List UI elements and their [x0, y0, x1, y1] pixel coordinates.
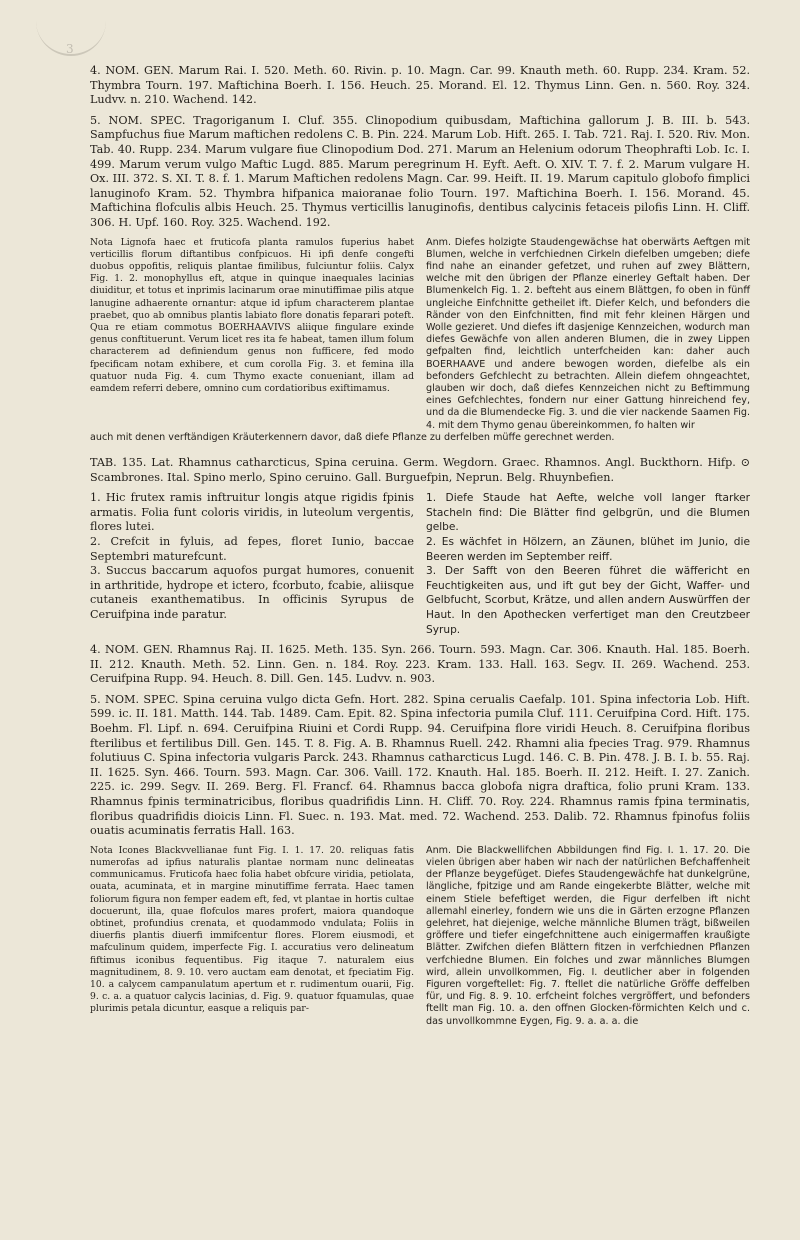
latin-point-3: 3. Succus baccarum aquofos purgat humores, conuenit in arthritide, hydrope et ictero, fcorbuto, fcabie, aliisque cutaneis exanthematibus. In officinis Syrupus de Ceruifpina inde paratur.	[90, 564, 414, 621]
latin-point-1: 1. Hic frutex ramis inftruitur longis atque rigidis fpinis armatis. Folia funt coloris viridis, in luteolum vergentis, flores lutei.	[90, 491, 414, 534]
notes-columns-1	[90, 237, 750, 432]
german-point-2: 2. Es wächfet in Hölzern, an Zäunen, blühet im Junio, die Beeren werden im September reiff.	[426, 535, 750, 563]
tab-135-heading: TAB. 135. Lat. Rhamnus catharcticus, Spina ceruina. Germ. Wegdorn. Graec. Rhamnos. Angl. Buckthorn. Hifp. ⊙ Scambrones. Ital. Spino merlo, Spino ceruino. Gall. Burguefpin, Neprun. Belg. Rhuynbefien.	[90, 455, 750, 484]
entry-5-nom-spec-marum: 5. NOM. SPEC. Tragoriganum I. Cluf. 355. Clinopodium quibusdam, Maftichina gallorum J. B. III. b. 543. Sampfuchus fiue Marum maftichen redolens C. B. Pin. 224. Marum Lob. Hift. 265. I. Tab. 721. Raj. I. 520. Riv. Mon. Tab. 40. Rupp. 234. Marum vulgare fiue Clinopodium Dod. 271. Marum an Helenium odorum Theophrafti Lob. Ic. I. 499. Marum verum vulgo Maftic Lugd. 885. Marum peregrinum H. Eyft. Aeft. O. XIV. T. 7. f. 2. Marum vulgare H. Ox. III. 372. S. XI. T. 8. f. 1. Marum Maftichen redolens Magn. Car. 99. Heift. II. 19. Marum capitulo globofo fimplici lanuginofo Kram. 52. Thymbra hifpanica maioranae folio Tourn. 197. Maftichina Boerh. I. 156. Morand. 45. Maftichina flofculis albis Heuch. 25. Thymus verticillis lanuginofis, dentibus calycinis fetaceis pilofis Linn. H. Cliff. 306. H. Upf. 160. Roy. 325. Wachend. 192.	[90, 113, 750, 229]
nota-latin-2: Nota Icones Blackvvellianae funt Fig. I. 1. 17. 20. reliquas fatis numerofas ad ipfius naturalis plantae normam nunc delineatas communicamus. Fruticofa haec folia habet obfcure viridia, petiolata, ouata, acuminata, et in margine minutiffime ferrata. Haec tamen foliorum figura non femper eadem eft, fed, vt plantae in hortis cultae docuerunt, illa, quae flofculos mares profert, maiora quandoque obtinet, profundius crenata, et quodammodo vndulata; Foliis in diuerfis plantis diuerfi immifcentur flores. Florem eiusmodi, et mafculinum quidem, imperfecte Fig. I. accuratius vero delineatum fiftimus iconibus fequentibus. Fig itaque 7. naturalem eius magnitudinem, 8. 9. 10. vero auctam eam denotat, et fpeciatim Fig. 10. a calycem campanulatum apertum et r. rudimentum ouarii, Fig. 9. c. a. a quatuor calycis lacinias, d. Fig. 9. quatuor fquamulas, quae plurimis petala dicuntur, easque a reliquis par-	[90, 844, 414, 1015]
german-point-1: 1. Diefe Staude hat Aefte, welche voll langer ftarker Stacheln find: Die Blätter find gelbgrün, und die Blumen gelbe.	[426, 492, 750, 534]
anmerkung-german-1-continued: auch mit denen verftändigen Kräuterkennern davor, daß diefe Pflanze zu derfelben müffe gerechnet werden.	[90, 431, 615, 443]
nota-latin-1: Nota Lignofa haec et fruticofa planta ramulos fuperius habet verticillis florum diftantibus confpicuos. Hi ipfi denfe congefti duobus oppofitis, reliquis plantae fimilibus, fulciuntur foliis. Calyx Fig. 1. 2. monophyllus eft, atque in quinque inaequales lacinias diuiditur, et totus et inprimis lacinarum orae minutiffimae pilis atque lanugine adhaerente ornantur: atque id ipfum characterem plantae praebet, quo ab omnibus plantis labiato flore donatis feparari poteft. Qua re etiam commotus BOERHAAVIVS aliique fingulare exinde genus conftituerunt. Verum licet res ita fe habeat, tamen illum folum characterem ad definiendum genus non fufficere, fed modo fpecificam notam exhibere, et cum corolla Fig. 3. et femina illa quatuor nuda Fig. 4. cum Thymo exacte conueniant, illam ad eamdem referri debere, omnino cum cordatioribus exiftimamus.	[90, 236, 414, 394]
latin-point-2: 2. Crefcit in fyluis, ad fepes, floret Iunio, baccae Septembri maturefcunt.	[90, 534, 414, 563]
notes-columns-2	[90, 845, 750, 1028]
german-point-3: 3. Der Safft von den Beeren führet die wäffericht en Feuchtigkeiten aus, und ift gut bey der Gicht, Waffer- und Gelbfucht, Scorbut, Krätze, und allen andern Auswürffen der Haut. In den Apothecken verfertiget man den Creutzbeer Syrup.	[426, 565, 750, 636]
anmerkung-german-2: Anm. Die Blackwellifchen Abbildungen find Fig. I. 1. 17. 20. Die vielen übrigen aber haben wir nach der natürlichen Befchaffenheit der Pflanze beygefüget. Diefes Staudengewächfe hat dunkelgrüne, längliche, fpitzige und am Rande eingekerbte Blätter, welche mit einem Stiele befeftiget werden, die Figur derfelben ift nicht allemahl einerley, fondern wie uns die in Gärten erzogne Pflanzen gelehret, hat diejenige, welche männliche Blumen trägt, bißweilen gröffere und tiefer eingefchnittene auch einigermaffen kraußigte Blätter. Zwifchen diefen Blättern fitzen in verfchiednen Pflanzen verfchiedne Blumen. Ein folches und zwar männliches Blumgen wird, allein unvollkommen, Fig. I. deutlicher aber in folgenden Figuren vorgeftellet: Fig. 7. ftellet die natürliche Gröffe deffelben für, und Fig. 8. 9. 10. erfcheint folches vergröffert, und befonders ftellt man Fig. 10. a. den offnen Glocken-förmichten Kelch und c. das unvollkommne Eygen, Fig. 9. a. a. a. die	[426, 844, 750, 1027]
entry-4-nom-gen-rhamnus: 4. NOM. GEN. Rhamnus Raj. II. 1625. Meth. 135. Syn. 266. Tourn. 593. Magn. Car. 306. Knauth. Hal. 185. Boerh. II. 212. Knauth. Meth. 52. Linn. Gen. n. 184. Roy. 223. Kram. 133. Hall. 163. Segv. II. 269. Wachend. 253. Ceruifpina Rupp. 94. Heuch. 8. Dill. Gen. 145. Ludvv. n. 903.	[90, 643, 750, 686]
entry-4-nom-gen-marum: 4. NOM. GEN. Marum Rai. I. 520. Meth. 60. Rivin. p. 10. Magn. Car. 99. Knauth meth. 60. Rupp. 234. Kram. 52. Thymbra Tourn. 197. Maftichina Boerh. I. 156. Heuch. 25. Morand. El. 12. Thymus Linn. Gen. n. 560. Roy. 324. Ludvv. n. 210. Wachend. 142.	[90, 64, 750, 107]
library-stamp: 3	[36, 8, 106, 56]
description-columns	[90, 491, 750, 637]
anmerkung-german-1: Anm. Diefes holzigte Staudengewächse hat oberwärts Aeftgen mit Blumen, welche in verfchiednen Cirkeln diefelben umgeben; diefe find nahe an einander gefetzet, und ruhen auf zwey Blättern, welche mit den übrigen der Pflanze einerley Geftalt haben. Der Blumenkelch Fig. 1. 2. befteht aus einem Blättgen, fo oben in fünff ungleiche Einfchnitte getheilet ift. Diefer Kelch, und befonders die Ränder von den Einfchnitten, find mit fehr kleinen Härgen und Wolle gezieret. Und diefes ift dasjenige Kennzeichen, wodurch man diefes Gewächfe von allen anderen Blumen, die in zwey Lippen gefpalten find, leichtlich unterfcheiden kan: daher auch BOERHAAVE und andere bewogen worden, diefelbe als ein befonders Gefchlecht zu betrachten. Allein diefem ohngeachtet, glauben wir doch, daß diefes Kennzeichen nicht zu Beftimmung eines Gefchlechtes, fondern nur einer Gattung hinreichend fey, und da die Blumendecke Fig. 3. und die vier nackende Saamen Fig. 4. mit dem Thymo genau übereinkommen, fo halten wir	[426, 236, 750, 431]
entry-5-nom-spec-rhamnus: 5. NOM. SPEC. Spina ceruina vulgo dicta Gefn. Hort. 282. Spina cerualis Caefalp. 101. Spina infectoria Lob. Hift. 599. ic. II. 181. Matth. 144. Tab. 1489. Cam. Epit. 82. Spina infectoria pumila Cluf. 111. Ceruifpina Cord. Hift. 175. Boehm. Fl. Lipf. n. 694. Ceruifpina Riuini et Cordi Rupp. 94. Ceruifpina flore viridi Heuch. 8. Ceruifpina floribus fterilibus et fertilibus Dill. Gen. 145. T. 8. Fig. A. B. Rhamnus Ruell. 242. Rhamni alia fpecies Trag. 979. Rhamnus folutiuus C. Spina infectoria vulgaris Parck. 243. Rhamnus catharcticus Lugd. 146. C. B. Pin. 478. J. B. I. b. 55. Raj. II. 1625. Syn. 466. Tourn. 593. Magn. Car. 306. Vaill. 172. Knauth. Hal. 185. Boerh. II. 212. Heift. I. 27. Zanich. 225. ic. 299. Segv. II. 269. Berg. Fl. Francf. 64. Rhamnus bacca globofa nigra draftica, folio pruni Kram. 133. Rhamnus fpinis terminatricibus, floribus quadrifidis Linn. H. Cliff. 70. Roy. 224. Rhamnus ramis fpina terminatis, floribus quadrifidis dioicis Linn. Fl. Suec. n. 193. Mat. med. 72. Wachend. 253. Dalib. 72. Rhamnus fpinofus foliis ouatis acuminatis ferratis Hall. 163.	[90, 692, 750, 838]
